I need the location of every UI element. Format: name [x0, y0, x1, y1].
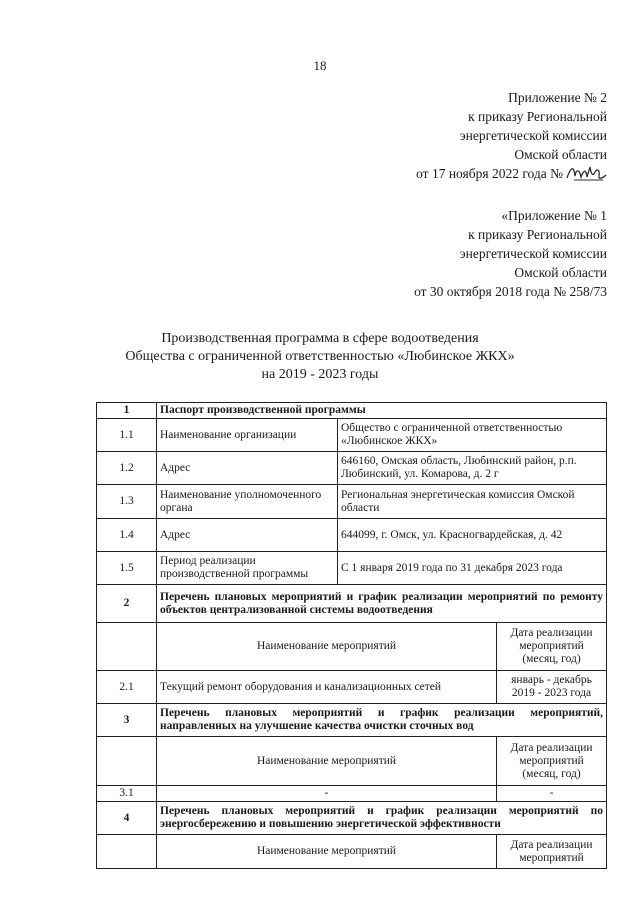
appendix-1-line: от 30 октября 2018 года № 258/73	[414, 284, 607, 299]
row-label: Наименование уполномоченного органа	[157, 485, 338, 519]
title-line: на 2019 - 2023 годы	[261, 367, 379, 382]
empty-cell	[97, 737, 157, 786]
section-number: 2	[97, 585, 157, 623]
section-title: Перечень плановых мероприятий и график реализации мероприятий по энергосбережению и повышению энергетической эффективности	[157, 802, 607, 835]
appendix-1-line: Омской области	[514, 265, 607, 280]
row-number: 1.3	[97, 485, 157, 519]
title-line: Общества с ограниченной ответственностью «Любинское ЖКХ»	[125, 349, 515, 364]
section-title: Перечень плановых мероприятий и график реализации мероприятий по ремонту объектов централизованной системы водоотведения	[157, 585, 607, 623]
appendix-1-line: энергетической комиссии	[459, 246, 607, 261]
title-line: Производственная программа в сфере водоотведения	[161, 331, 479, 346]
column-header-name: Наименование мероприятий	[157, 737, 497, 786]
table-row	[97, 485, 607, 519]
activity-name: -	[157, 786, 497, 802]
table-row	[97, 452, 607, 485]
column-header-date: Дата реализации мероприятий (месяц, год)	[497, 623, 607, 671]
appendix-2-order-text: от 17 ноября 2022 года №	[416, 166, 563, 181]
table-row	[97, 519, 607, 552]
table-row	[97, 623, 607, 671]
page-number: 18	[313, 58, 327, 73]
row-value: С 1 января 2019 года по 31 декабря 2023 года	[338, 552, 607, 585]
activity-name: Текущий ремонт оборудования и канализационных сетей	[157, 671, 497, 704]
appendix-2-line: Омской области	[514, 147, 607, 162]
row-value: 644099, г. Омск, ул. Красногвардейская, д. 42	[338, 519, 607, 552]
row-number: 3.1	[97, 786, 157, 802]
row-number: 2.1	[97, 671, 157, 704]
appendix-2-line: к приказу Региональной	[468, 109, 607, 124]
table-row	[97, 786, 607, 802]
appendix-2-line: Приложение № 2	[508, 90, 607, 105]
row-value: 646160, Омская область, Любинский район, р.п. Любинский, ул. Комарова, д. 2 г	[338, 452, 607, 485]
appendix-1-line: «Приложение № 1	[501, 208, 607, 223]
column-header-name: Наименование мероприятий	[157, 623, 497, 671]
production-program-table	[96, 402, 607, 869]
row-label: Адрес	[157, 452, 338, 485]
row-value: Региональная энергетическая комиссия Омской области	[338, 485, 607, 519]
row-label: Наименование организации	[157, 419, 338, 452]
table-row	[97, 552, 607, 585]
appendix-1-line: к приказу Региональной	[468, 227, 607, 242]
section-number: 1	[97, 403, 157, 419]
table-row	[97, 835, 607, 869]
section-number: 3	[97, 704, 157, 737]
handwritten-order-number	[565, 166, 607, 180]
table-row	[97, 802, 607, 835]
section-number: 4	[97, 802, 157, 835]
table-row	[97, 737, 607, 786]
appendix-2-line: энергетической комиссии	[459, 128, 607, 143]
empty-cell	[97, 835, 157, 869]
section-title: Паспорт производственной программы	[157, 403, 607, 419]
row-value: Общество с ограниченной ответственностью «Любинское ЖКХ»	[338, 419, 607, 452]
row-label: Период реализации производственной программы	[157, 552, 338, 585]
section-title: Перечень плановых мероприятий и график реализации мероприятий, направленных на улучшение качества очистки сточных вод	[157, 704, 607, 737]
table-row	[97, 585, 607, 623]
row-number: 1.2	[97, 452, 157, 485]
appendix-1-header	[414, 206, 607, 301]
row-number: 1.1	[97, 419, 157, 452]
appendix-2-order-line	[416, 164, 607, 183]
activity-date: январь - декабрь 2019 - 2023 года	[497, 671, 607, 704]
table-row	[97, 419, 607, 452]
row-number: 1.5	[97, 552, 157, 585]
row-number: 1.4	[97, 519, 157, 552]
table-row	[97, 403, 607, 419]
table-row	[97, 704, 607, 737]
activity-date: -	[497, 786, 607, 802]
table-row	[97, 671, 607, 704]
row-label: Адрес	[157, 519, 338, 552]
empty-cell	[97, 623, 157, 671]
document-title	[0, 330, 640, 384]
appendix-2-header	[416, 88, 607, 183]
column-header-date: Дата реализации мероприятий (месяц, год)	[497, 737, 607, 786]
column-header-name: Наименование мероприятий	[157, 835, 497, 869]
column-header-date: Дата реализации мероприятий	[497, 835, 607, 869]
